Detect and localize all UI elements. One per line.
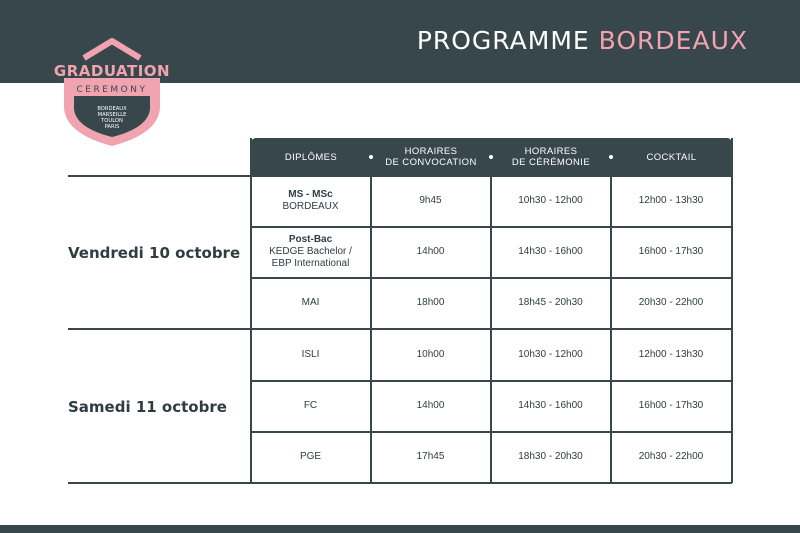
table-row [251,278,370,328]
footer-bar [0,525,800,533]
grid-line [68,482,732,484]
header-convocation: HORAIRES DE CONVOCATION [385,146,477,168]
header-cocktail: COCKTAIL [646,151,697,163]
page-title-main: PROGRAMME [416,26,599,55]
graduation-ceremony-logo [50,36,174,152]
cocktail-time: 12h00 - 13h30 [638,195,704,206]
logo-city-1: BORDEAUX [97,106,127,112]
cocktail-time: 20h30 - 22h00 [638,451,704,462]
diploma-detail: ISLI [301,349,320,360]
convocation-time: 10h00 [416,349,445,360]
logo-roof-icon [84,41,140,58]
convocation-time: 9h45 [419,195,442,206]
ceremony-time: 18h45 - 20h30 [518,297,583,308]
logo-city-4: PARIS [104,124,120,130]
cocktail-time: 16h00 - 17h30 [638,400,704,411]
diploma-detail: MAI [301,297,320,308]
ceremony-time: 10h30 - 12h00 [518,349,583,360]
table-row [251,227,370,277]
diploma-detail: BORDEAUX [282,201,339,212]
cocktail-time: 16h00 - 17h30 [638,246,704,257]
diploma-title: Post-Bac [288,234,333,245]
day-label-saturday: Samedi 11 octobre [68,398,227,416]
table-row [251,330,370,380]
convocation-time: 14h00 [416,246,445,257]
page-title [417,26,748,55]
logo-city-2: MARSEILLE [97,112,127,118]
header-ceremonie: HORAIRES DE CÉRÉMONIE [511,146,591,168]
table-row [251,432,370,482]
table-row [251,381,370,431]
diploma-detail: FC [303,400,318,411]
ceremony-time: 14h30 - 16h00 [518,246,583,257]
convocation-time: 18h00 [416,297,445,308]
diploma-detail: PGE [299,451,322,462]
cocktail-time: 20h30 - 22h00 [638,297,704,308]
ceremony-time: 14h30 - 16h00 [518,400,583,411]
ceremony-time: 10h30 - 12h00 [518,195,583,206]
header-diplomes: DIPLÔMES [284,151,338,163]
logo-title: GRADUATION [53,62,171,80]
convocation-time: 14h00 [416,400,445,411]
diploma-title: MS - MSc [288,189,333,200]
day-label-friday: Vendredi 10 octobre [68,244,241,262]
table-row [251,176,370,226]
logo-subtitle: CEREMONY [76,85,148,95]
logo-city-3: TOULON [101,118,123,124]
grid-line [731,138,733,483]
page-title-city: BORDEAUX [598,26,748,55]
convocation-time: 17h45 [416,451,445,462]
cocktail-time: 12h00 - 13h30 [638,349,704,360]
diploma-detail: KEDGE Bachelor / EBP International [269,246,352,269]
table-header [251,138,732,176]
ceremony-time: 18h30 - 20h30 [518,451,583,462]
